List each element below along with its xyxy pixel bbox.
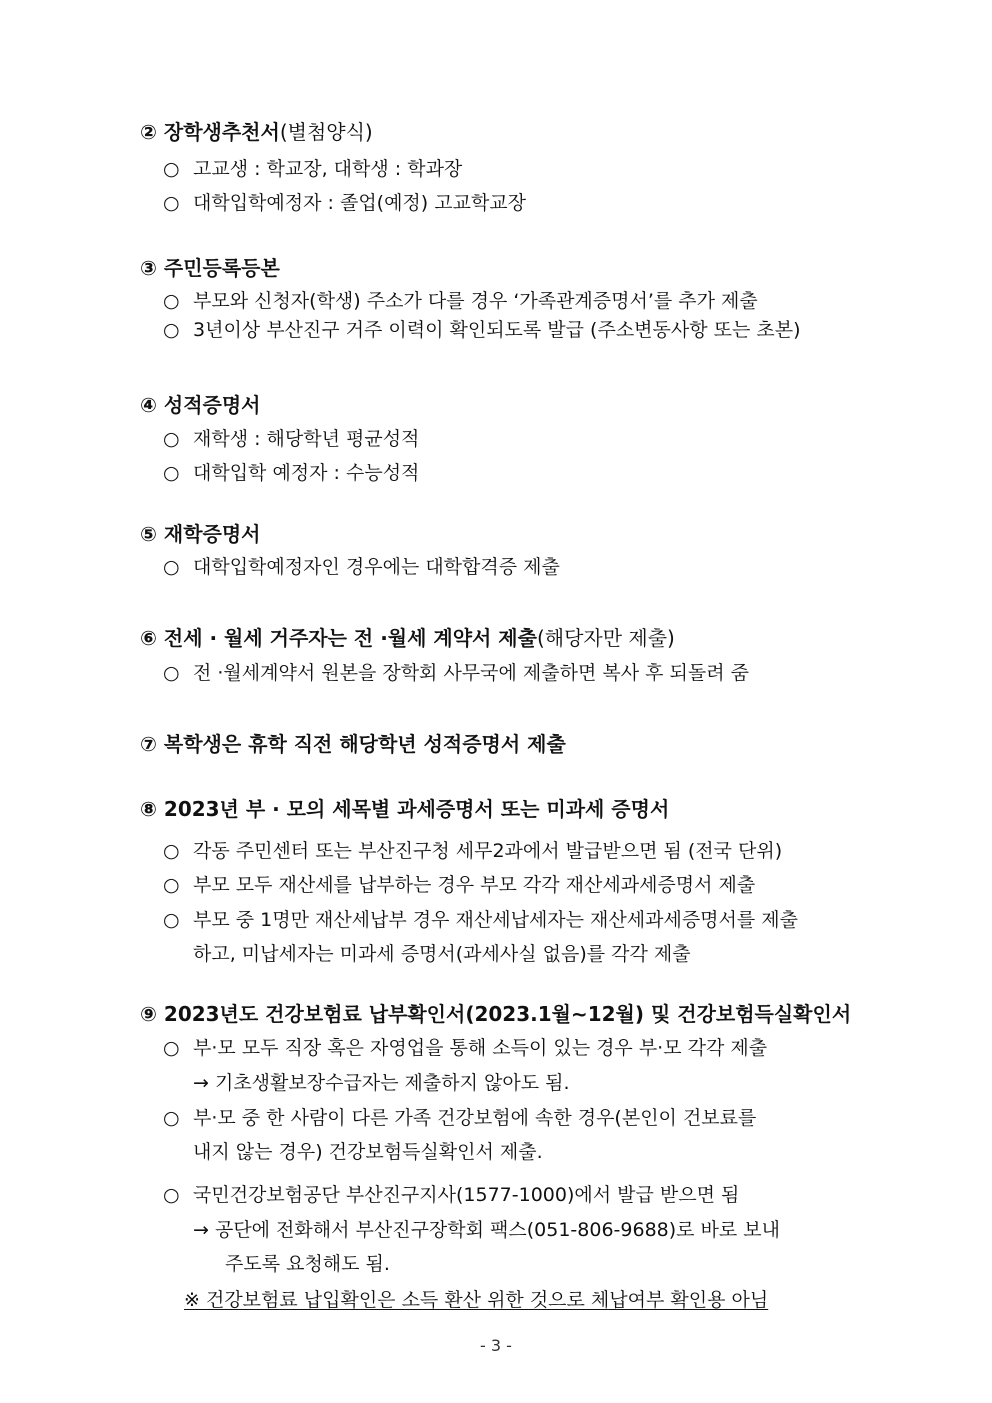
page-number: - 3 - <box>480 1336 512 1355</box>
arrow-note-continuation: 주도록 요청해도 됨. <box>225 1253 390 1275</box>
list-item: ○ 부모와 신청자(학생) 주소가 다를 경우 ‘가족관계증명서’를 추가 제출 <box>163 290 758 312</box>
section-heading-3: ③ 주민등록등본 <box>140 256 280 280</box>
list-item: ○ 부모 중 1명만 재산세납부 경우 재산세납세자는 재산세과세증명서를 제출 <box>163 909 798 931</box>
arrow-note: → 공단에 전화해서 부산진구장학회 팩스(051-806-9688)로 바로 보내 <box>193 1219 781 1241</box>
list-item: ○ 전 ·월세계약서 원본을 장학회 사무국에 제출하면 복사 후 되돌려 줌 <box>163 662 749 684</box>
section-heading-8: ⑧ 2023년 부 · 모의 세목별 과세증명서 또는 미과세 증명서 <box>140 797 670 821</box>
list-item: ○ 대학입학예정자인 경우에는 대학합격증 제출 <box>163 556 560 578</box>
list-item: ○ 대학입학예정자 : 졸업(예정) 고교학교장 <box>163 192 527 214</box>
list-item: ○ 대학입학 예정자 : 수능성적 <box>163 462 420 484</box>
list-item: ○ 부·모 모두 직장 혹은 자영업을 통해 소득이 있는 경우 부·모 각각 제출 <box>163 1037 768 1059</box>
section-heading-4: ④ 성적증명서 <box>140 393 261 417</box>
list-item: ○ 부모 모두 재산세를 납부하는 경우 부모 각각 재산세과세증명서 제출 <box>163 874 756 896</box>
list-item-continuation: 내지 않는 경우) 건강보험득실확인서 제출. <box>193 1141 543 1163</box>
list-item: ○ 3년이상 부산진구 거주 이력이 확인되도록 발급 (주소변동사항 또는 초본) <box>163 319 801 341</box>
section-heading-2: ② 장학생추천서(별첨양식) <box>140 120 373 144</box>
list-item: ○ 각동 주민센터 또는 부산진구청 세무2과에서 발급받으면 됨 (전국 단위) <box>163 840 783 862</box>
section-heading-9: ⑨ 2023년도 건강보험료 납부확인서(2023.1월∼12월) 및 건강보험득실확인서 <box>140 1002 852 1026</box>
section-heading-5: ⑤ 재학증명서 <box>140 522 261 546</box>
section-heading-6: ⑥ 전세 · 월세 거주자는 전 ·월세 계약서 제출(해당자만 제출) <box>140 626 675 650</box>
list-item: ○ 재학생 : 해당학년 평균성적 <box>163 428 420 450</box>
list-item: ○ 국민건강보험공단 부산진구지사(1577-1000)에서 발급 받으면 됨 <box>163 1184 740 1206</box>
arrow-note: → 기초생활보장수급자는 제출하지 않아도 됨. <box>193 1072 570 1094</box>
list-item: ○ 고교생 : 학교장, 대학생 : 학과장 <box>163 158 463 180</box>
section-heading-7: ⑦ 복학생은 휴학 직전 해당학년 성적증명서 제출 <box>140 732 566 756</box>
list-item: ○ 부·모 중 한 사람이 다른 가족 건강보험에 속한 경우(본인이 건보료를 <box>163 1107 757 1129</box>
underlined-note: ※ 건강보험료 납입확인은 소득 환산 위한 것으로 체납여부 확인용 아님 <box>184 1289 769 1311</box>
list-item-continuation: 하고, 미납세자는 미과세 증명서(과세사실 없음)를 각각 제출 <box>193 943 691 965</box>
